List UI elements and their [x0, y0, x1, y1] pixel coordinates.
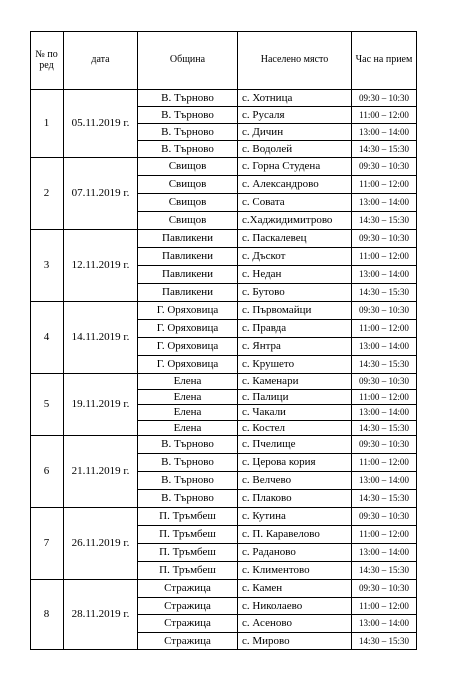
row-municipality: П. Тръмбеш: [138, 544, 238, 562]
row-municipality: В. Търново: [138, 490, 238, 508]
row-time: 13:00 – 14:00: [352, 615, 417, 633]
row-settlement: с. Първомайци: [238, 302, 352, 320]
row-municipality: В. Търново: [138, 124, 238, 141]
row-settlement: с. Русаля: [238, 107, 352, 124]
header-time: Час на прием: [352, 31, 417, 90]
row-municipality: Свищов: [138, 176, 238, 194]
row-municipality: В. Търново: [138, 90, 238, 107]
row-municipality: Елена: [138, 421, 238, 436]
row-time: 11:00 – 12:00: [352, 248, 417, 266]
row-settlement: с. Палици: [238, 390, 352, 405]
group-num: 8: [30, 580, 64, 650]
row-settlement: с. Водолей: [238, 141, 352, 158]
row-time: 13:00 – 14:00: [352, 544, 417, 562]
group-num: 6: [30, 436, 64, 508]
row-municipality: Павликени: [138, 284, 238, 302]
row-settlement: с. Дичин: [238, 124, 352, 141]
group-num: 4: [30, 302, 64, 374]
row-time: 14:30 – 15:30: [352, 212, 417, 230]
row-settlement: с.Хаджидимитрово: [238, 212, 352, 230]
row-municipality: П. Тръмбеш: [138, 508, 238, 526]
row-municipality: Павликени: [138, 230, 238, 248]
row-settlement: с. Горна Студена: [238, 158, 352, 176]
row-municipality: Г. Оряховица: [138, 338, 238, 356]
row-municipality: Г. Оряховица: [138, 320, 238, 338]
row-time: 11:00 – 12:00: [352, 107, 417, 124]
row-municipality: Стражица: [138, 615, 238, 633]
row-time: 09:30 – 10:30: [352, 580, 417, 598]
header-settlement: Населено място: [238, 31, 352, 90]
row-municipality: В. Търново: [138, 472, 238, 490]
row-time: 14:30 – 15:30: [352, 356, 417, 374]
header-num: № по ред: [30, 31, 64, 90]
row-settlement: с. Николаево: [238, 598, 352, 615]
header-date: дата: [64, 31, 138, 90]
group-num: 2: [30, 158, 64, 230]
row-time: 09:30 – 10:30: [352, 302, 417, 320]
row-settlement: с. Бутово: [238, 284, 352, 302]
row-time: 11:00 – 12:00: [352, 320, 417, 338]
row-municipality: Свищов: [138, 194, 238, 212]
row-time: 14:30 – 15:30: [352, 562, 417, 580]
row-municipality: Елена: [138, 374, 238, 390]
group-num: 3: [30, 230, 64, 302]
row-settlement: с. Хотница: [238, 90, 352, 107]
row-settlement: с. Велчево: [238, 472, 352, 490]
group-date: 14.11.2019 г.: [64, 302, 138, 374]
row-time: 09:30 – 10:30: [352, 90, 417, 107]
row-time: 11:00 – 12:00: [352, 390, 417, 405]
row-time: 13:00 – 14:00: [352, 266, 417, 284]
row-time: 13:00 – 14:00: [352, 124, 417, 141]
group-date: 21.11.2019 г.: [64, 436, 138, 508]
row-time: 11:00 – 12:00: [352, 176, 417, 194]
group-date: 26.11.2019 г.: [64, 508, 138, 580]
row-time: 09:30 – 10:30: [352, 436, 417, 454]
row-time: 14:30 – 15:30: [352, 490, 417, 508]
group-num: 7: [30, 508, 64, 580]
row-time: 13:00 – 14:00: [352, 472, 417, 490]
row-settlement: с. Дъскот: [238, 248, 352, 266]
row-municipality: П. Тръмбеш: [138, 562, 238, 580]
row-settlement: с. Каменари: [238, 374, 352, 390]
row-municipality: В. Търново: [138, 436, 238, 454]
row-settlement: с. Недан: [238, 266, 352, 284]
row-municipality: В. Търново: [138, 141, 238, 158]
row-settlement: с. Камен: [238, 580, 352, 598]
row-settlement: с. Асеново: [238, 615, 352, 633]
row-settlement: с. Плаково: [238, 490, 352, 508]
row-settlement: с. Церова кория: [238, 454, 352, 472]
row-settlement: с. Кутина: [238, 508, 352, 526]
row-settlement: с. Раданово: [238, 544, 352, 562]
row-municipality: В. Търново: [138, 454, 238, 472]
row-time: 11:00 – 12:00: [352, 454, 417, 472]
group-date: 07.11.2019 г.: [64, 158, 138, 230]
row-time: 09:30 – 10:30: [352, 158, 417, 176]
row-time: 13:00 – 14:00: [352, 194, 417, 212]
row-time: 09:30 – 10:30: [352, 374, 417, 390]
schedule-table: [30, 31, 417, 650]
row-municipality: П. Тръмбеш: [138, 526, 238, 544]
row-municipality: Павликени: [138, 266, 238, 284]
row-settlement: с. Александрово: [238, 176, 352, 194]
row-municipality: Г. Оряховица: [138, 302, 238, 320]
row-municipality: Елена: [138, 405, 238, 421]
row-settlement: с. Янтра: [238, 338, 352, 356]
row-municipality: Г. Оряховица: [138, 356, 238, 374]
group-date: 05.11.2019 г.: [64, 90, 138, 158]
row-time: 11:00 – 12:00: [352, 526, 417, 544]
row-settlement: с. Правда: [238, 320, 352, 338]
row-settlement: с. П. Каравелово: [238, 526, 352, 544]
row-municipality: Свищов: [138, 212, 238, 230]
row-municipality: Стражица: [138, 633, 238, 650]
row-time: 14:30 – 15:30: [352, 633, 417, 650]
row-settlement: с. Чакали: [238, 405, 352, 421]
row-municipality: Елена: [138, 390, 238, 405]
row-municipality: Свищов: [138, 158, 238, 176]
row-municipality: Павликени: [138, 248, 238, 266]
row-time: 09:30 – 10:30: [352, 508, 417, 526]
row-time: 14:30 – 15:30: [352, 284, 417, 302]
row-time: 14:30 – 15:30: [352, 421, 417, 436]
row-time: 13:00 – 14:00: [352, 405, 417, 421]
row-settlement: с. Совата: [238, 194, 352, 212]
row-time: 11:00 – 12:00: [352, 598, 417, 615]
group-date: 28.11.2019 г.: [64, 580, 138, 650]
row-settlement: с. Костел: [238, 421, 352, 436]
row-municipality: Стражица: [138, 580, 238, 598]
group-date: 19.11.2019 г.: [64, 374, 138, 436]
row-settlement: с. Паскалевец: [238, 230, 352, 248]
group-num: 5: [30, 374, 64, 436]
row-settlement: с. Климентово: [238, 562, 352, 580]
header-municipality: Община: [138, 31, 238, 90]
row-municipality: В. Търново: [138, 107, 238, 124]
row-settlement: с. Крушето: [238, 356, 352, 374]
row-settlement: с. Мирово: [238, 633, 352, 650]
row-time: 14:30 – 15:30: [352, 141, 417, 158]
row-time: 13:00 – 14:00: [352, 338, 417, 356]
row-municipality: Стражица: [138, 598, 238, 615]
group-num: 1: [30, 90, 64, 158]
row-settlement: с. Пчелище: [238, 436, 352, 454]
group-date: 12.11.2019 г.: [64, 230, 138, 302]
row-time: 09:30 – 10:30: [352, 230, 417, 248]
